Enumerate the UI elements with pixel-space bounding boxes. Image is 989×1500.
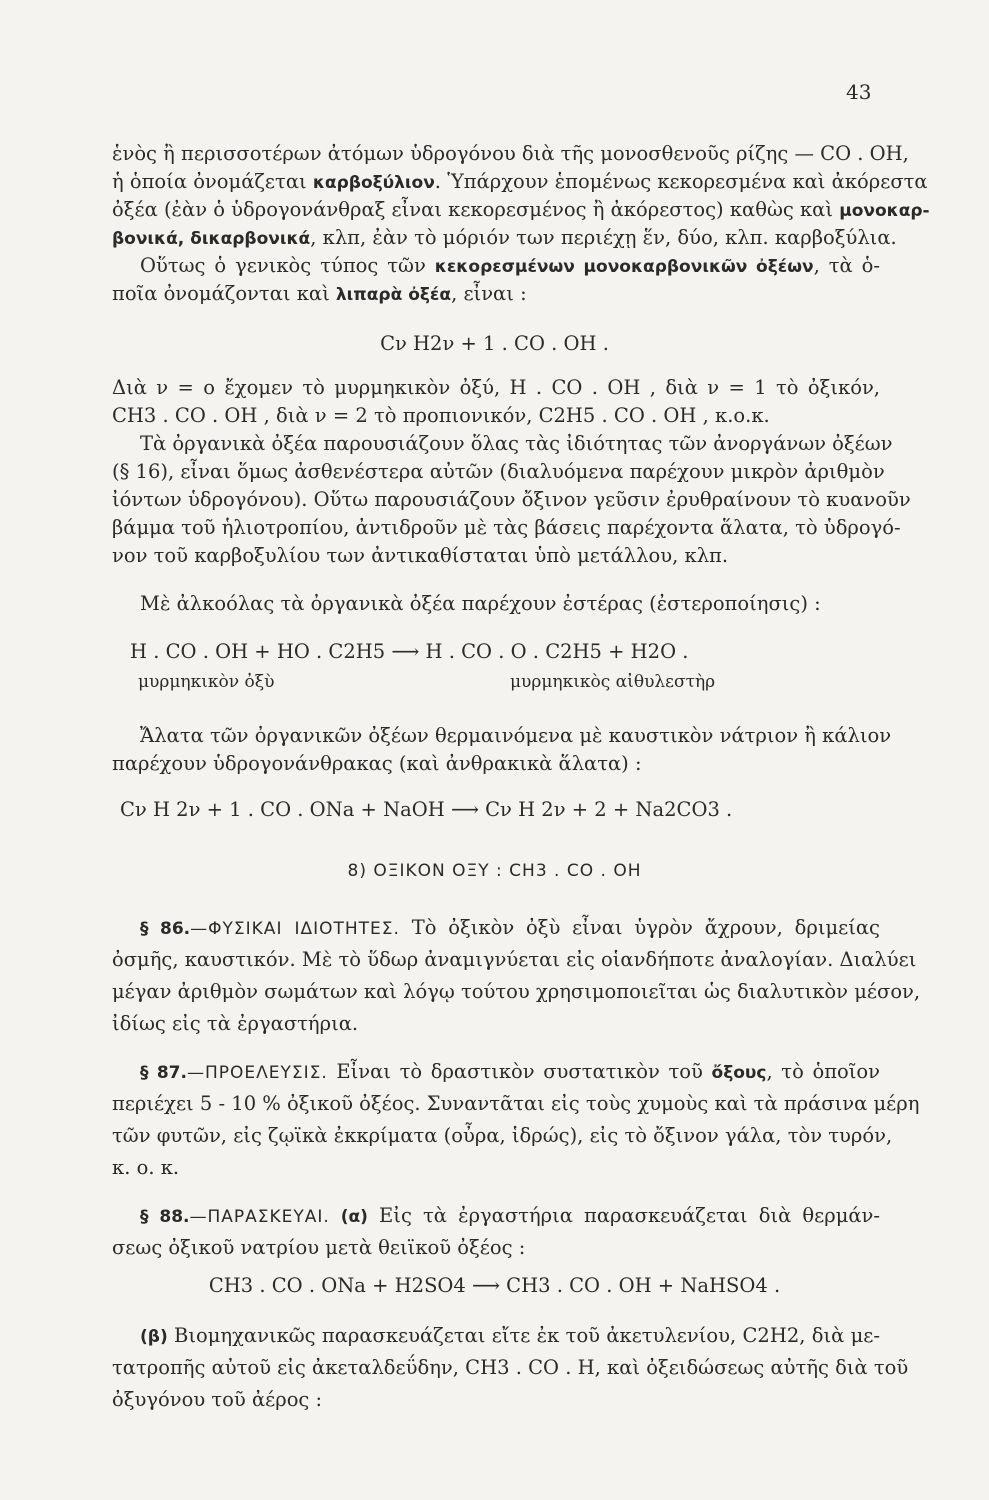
formula: CH3 . CO . ONa + H2SO4 ⟶ CH3 . CO . OH + NaHSO4 . <box>208 1274 781 1297</box>
formula-label: μυρμηκικὸς αἰθυλεστὴρ <box>510 672 716 692</box>
text-line: νον τοῦ καρβοξυλίου των ἀντικαθίσταται ὑπὸ μετάλλου, κλπ. <box>112 544 729 567</box>
text-line: Μὲ ἀλκοόλας τὰ ὀργανικὰ ὀξέα παρέχουν ἐστέρας (ἐστεροποίησις) : <box>140 592 821 615</box>
text-span: , τὸ ὁποῖον <box>766 1060 880 1083</box>
text-span: Εἰς τὰ ἐργαστήρια παρασκευάζεται διὰ θερμάν- <box>367 1204 880 1227</box>
section-number: § 88. <box>140 1207 190 1227</box>
text-span: ἡ ὁποία ὀνομάζεται <box>112 170 313 193</box>
text-span: , κλπ, ἐὰν τὸ μόριόν των περιέχῃ ἕν, δύο, κλπ. καρβοξύλια. <box>310 226 897 249</box>
bold-term: μονοκαρ- <box>839 201 930 221</box>
text-line: Διὰ ν = ο ἔχομεν τὸ μυρμηκικὸν ὀξύ, H . CO . OH , διὰ ν = 1 τὸ ὀξικόν, <box>112 376 880 399</box>
text-line: βάμμα τοῦ ἡλιοτροπίου, ἀντιδροῦν μὲ τὰς βάσεις παρέχοντα ἅλατα, τὸ ὑδρογό- <box>112 516 901 539</box>
text-line: ἰδίως εἰς τὰ ἐργαστήρια. <box>112 1012 359 1035</box>
text-line: ὀξυγόνου τοῦ ἀέρος : <box>112 1388 323 1411</box>
text-line: (§ 16), εἶναι ὅμως ἀσθενέστερα αὐτῶν (διαλυόμενα παρέχουν μικρὸν ἀριθμὸν <box>112 460 885 483</box>
text-line <box>112 224 897 253</box>
text-line <box>112 196 930 225</box>
text-line <box>112 168 928 197</box>
text-line: τῶν φυτῶν, εἰς ζῳϊκὰ ἐκκρίματα (οὖρα, ἱδρώς), εἰς τὸ ὄξινον γάλα, τὸν τυρόν, <box>112 1124 893 1147</box>
text-line: τατροπῆς αὐτοῦ εἰς ἀκεταλδεΰδην, CH3 . CO . H, καὶ ὀξειδώσεως αὐτῆς διὰ τοῦ <box>112 1356 909 1379</box>
text-line: ὀσμῆς, καυστικόν. Μὲ τὸ ὕδωρ ἀναμιγνύεται εἰς οἱανδήποτε ἀναλογίαν. Διαλύει <box>112 948 917 971</box>
section-heading <box>0 856 989 885</box>
text-line <box>112 280 880 309</box>
text-line: Τὰ ὀργανικὰ ὀξέα παρουσιάζουν ὅλας τὰς ἰδιότητας τῶν ἀνοργάνων ὀξέων <box>140 432 893 455</box>
text-span: Οὕτως ὁ γενικὸς τύπος τῶν <box>140 254 435 277</box>
bold-term: βονικά, δικαρβονικά <box>112 229 311 249</box>
formula: Cν H2ν + 1 . CO . OH . <box>380 332 609 355</box>
heading-text: 8) ΟΞΙΚΟΝ ΟΞΥ : CH3 . CO . OH <box>347 861 642 881</box>
section-title: —ΠΑΡΑΣΚΕΥΑΙ. <box>189 1207 330 1227</box>
text-line: περιέχει 5 - 10 % ὀξικοῦ ὀξέος. Συναντᾶται εἰς τοὺς χυμοὺς καὶ τὰ πράσινα μέρη <box>112 1092 920 1115</box>
text-span: , εἶναι : <box>451 282 527 305</box>
text-line: παρέχουν ὑδρογονάνθρακας (καὶ ἀνθρακικὰ ἅλατα) : <box>112 752 642 775</box>
text-line: Ἄλατα τῶν ὀργανικῶν ὀξέων θερμαινόμενα μὲ καυστικὸν νάτριον ἢ κάλιον <box>140 724 892 747</box>
text-span: . Ὑπάρχουν ἑπομένως κεκορεσμένα καὶ ἀκόρεστα <box>434 170 928 193</box>
text-line: μέγαν ἀριθμὸν σωμάτων καὶ λόγῳ τούτου χρησιμοποιεῖται ὡς διαλυτικὸν μέσον, <box>112 980 921 1003</box>
bold-term: καρβοξύλιον <box>312 173 435 193</box>
formula: Cν H 2ν + 1 . CO . ONa + NaOH ⟶ Cν H 2ν + 2 + Na2CO3 . <box>120 798 733 821</box>
formula: H . CO . OH + HO . C2H5 ⟶ H . CO . O . C2H5 + H2O . <box>130 640 689 663</box>
bold-term: κεκορεσμένων μονοκαρβονικῶν ὀξέων <box>434 257 814 277</box>
text-line: κ. ο. κ. <box>112 1156 180 1179</box>
bold-term: (β) <box>140 1327 168 1347</box>
section-title: —ΦΥΣΙΚΑΙ ΙΔΙΟΤΗΤΕΣ. <box>190 919 400 939</box>
text-span: ὀξέα (ἐὰν ὁ ὑδρογονάνθραξ εἶναι κεκορεσμένος ἢ ἀκόρεστος) καθὼς καὶ <box>112 198 840 221</box>
text-span: , τὰ ὁ- <box>813 254 881 277</box>
text-span: Βιομηχανικῶς παρασκευάζεται εἴτε ἐκ τοῦ ἀκετυλενίου, C2H2, διὰ με- <box>167 1324 880 1347</box>
text-line <box>140 914 880 943</box>
bold-term: ὄξους <box>711 1063 767 1083</box>
text-line: ἑνὸς ἢ περισσοτέρων ἀτόμων ὑδρογόνου διὰ τῆς μονοσθενοῦς ρίζης — CO . OH, <box>112 142 909 165</box>
page-number: 43 <box>846 80 872 104</box>
text-span: ποῖα ὀνομάζονται καὶ <box>112 282 336 305</box>
text-line: ἰόντων ὑδρογόνου). Οὕτω παρουσιάζουν ὄξινον γεῦσιν ἐρυθραίνουν τὸ κυανοῦν <box>112 488 911 511</box>
section-number: § 86. <box>140 919 191 939</box>
formula-label: μυρμηκικὸν ὀξὺ <box>138 672 275 692</box>
section-number: § 87. <box>140 1063 187 1083</box>
text-line: CH3 . CO . OH , διὰ ν = 2 τὸ προπιονικόν, C2H5 . CO . OH , κ.ο.κ. <box>112 404 770 427</box>
text-span: Εἶναι τὸ δραστικὸν συστατικὸν τοῦ <box>327 1060 712 1083</box>
section-title: —ΠΡΟΕΛΕΥΣΙΣ. <box>186 1063 328 1083</box>
text-line <box>140 252 880 281</box>
bold-term: (α) <box>329 1207 368 1227</box>
text-line <box>140 1058 880 1087</box>
text-line: σεως ὀξικοῦ νατρίου μετὰ θειϊκοῦ ὀξέος : <box>112 1236 526 1259</box>
text-line <box>140 1202 880 1231</box>
bold-term: λιπαρὰ ὀξέα <box>335 285 452 305</box>
text-span: Τὸ ὀξικὸν ὀξὺ εἶναι ὑγρὸν ἄχρουν, δριμείας <box>399 916 880 939</box>
text-line <box>140 1322 880 1351</box>
